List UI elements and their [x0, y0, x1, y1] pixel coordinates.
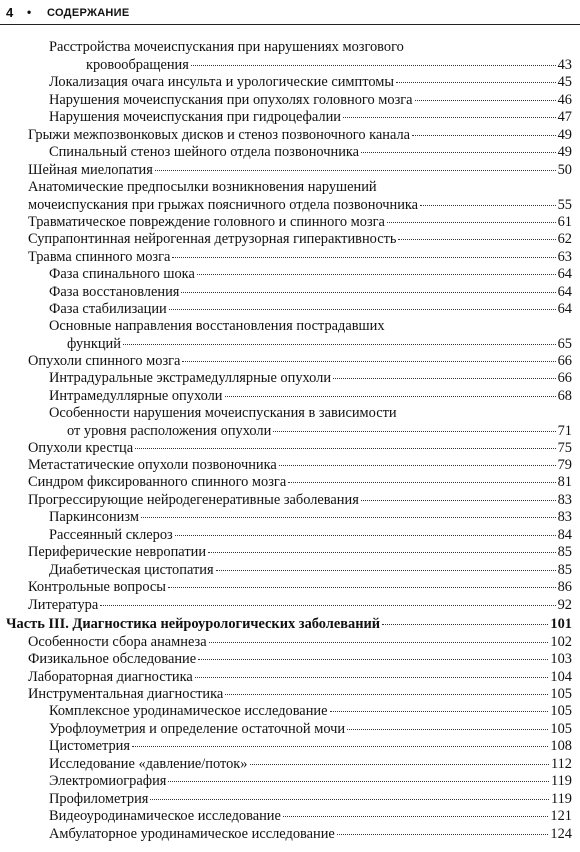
- dot-leader: [273, 430, 555, 432]
- toc-page: 105: [550, 703, 572, 719]
- toc-title: Фаза спинального шока: [49, 266, 195, 282]
- toc-entry[interactable]: [49, 737, 572, 755]
- toc-title: Интрамедуллярные опухоли: [49, 388, 223, 404]
- toc-page: 64: [557, 301, 572, 317]
- toc-title: Фаза восстановления: [49, 284, 180, 300]
- dot-leader: [155, 169, 556, 171]
- toc-page: 83: [557, 509, 572, 525]
- toc-title: Интрадуральные экстрамедуллярные опухоли: [49, 370, 332, 386]
- toc-page: 119: [550, 773, 572, 789]
- toc-title: Лабораторная диагностика: [28, 669, 193, 685]
- toc-entry[interactable]: [28, 578, 572, 596]
- toc-entry[interactable]: [49, 300, 572, 318]
- toc-page: 104: [550, 669, 572, 685]
- toc-entry[interactable]: [49, 283, 572, 301]
- toc-title: Диабетическая цистопатия: [49, 562, 214, 578]
- toc-page: 65: [557, 336, 572, 352]
- toc-entry[interactable]: [28, 439, 572, 457]
- toc-page: 75: [557, 440, 572, 456]
- toc-entry[interactable]: [49, 526, 572, 544]
- toc-title: Паркинсонизм: [49, 509, 139, 525]
- toc-page: 63: [557, 249, 572, 265]
- dot-leader: [132, 745, 548, 747]
- toc-title: Грыжи межпозвонковых дисков и стеноз позвоночного канала: [28, 127, 411, 143]
- toc-entry[interactable]: [28, 491, 572, 509]
- dot-leader: [100, 604, 555, 606]
- toc-page: 108: [550, 738, 572, 754]
- toc-title: Контрольные вопросы: [28, 579, 166, 595]
- toc-page: 47: [557, 109, 572, 125]
- toc-page: 71: [557, 423, 572, 439]
- dot-leader: [168, 780, 549, 782]
- toc-page: 50: [557, 162, 572, 178]
- toc-page: 105: [550, 721, 572, 737]
- toc-entry[interactable]: Расстройства мочеиспускания при нарушениях мозгового кровообращения 43: [49, 39, 572, 73]
- toc-title: Опухоли крестца: [28, 440, 134, 456]
- toc-page: 103: [550, 651, 572, 667]
- toc-title: Амбулаторное уродинамическое исследование: [49, 826, 335, 842]
- toc-entry[interactable]: [49, 387, 572, 405]
- dot-leader: [225, 693, 548, 695]
- toc-part-entry[interactable]: [6, 615, 572, 633]
- dot-leader: [209, 641, 549, 643]
- toc-title: Нарушения мочеиспускания при гидроцефалии: [49, 109, 341, 125]
- toc-entry[interactable]: Анатомические предпосылки возникновения нарушений мочеиспускания при грыжах поясничного отдела позвоночника 55: [28, 179, 572, 213]
- dot-leader: [150, 798, 549, 800]
- dot-leader: [225, 395, 556, 397]
- dot-leader: [208, 551, 556, 553]
- dot-leader: [347, 728, 548, 730]
- dot-leader: [361, 151, 556, 153]
- dot-leader: [195, 676, 549, 678]
- toc-page: 119: [550, 791, 572, 807]
- toc-title: Периферические невропатии: [28, 544, 207, 560]
- toc-title: Прогрессирующие нейродегенеративные заболевания: [28, 492, 359, 508]
- dot-leader: [141, 516, 556, 518]
- toc-entry[interactable]: [49, 720, 572, 738]
- dot-leader: [135, 447, 555, 449]
- dot-leader: [283, 815, 549, 817]
- dot-leader: [191, 64, 556, 66]
- toc-page: 86: [557, 579, 572, 595]
- toc-title: Цистометрия: [49, 738, 130, 754]
- dot-leader: [169, 308, 556, 310]
- toc-page: 64: [557, 266, 572, 282]
- toc-title: Шейная миелопатия: [28, 162, 153, 178]
- toc-page: 124: [550, 826, 572, 842]
- toc-page: 81: [557, 474, 572, 490]
- toc-title: от уровня расположения опухоли: [67, 423, 272, 439]
- toc-title: Фаза стабилизации: [49, 301, 167, 317]
- toc-entry[interactable]: [28, 685, 572, 703]
- page-number: 4: [6, 5, 14, 20]
- toc-entry[interactable]: [49, 369, 572, 387]
- toc-page: 49: [557, 144, 572, 160]
- toc-title: Особенности сбора анамнеза: [28, 634, 207, 650]
- toc-title: Рассеянный склероз: [49, 527, 173, 543]
- dot-leader: [396, 81, 556, 83]
- toc-page: 64: [557, 284, 572, 300]
- toc-page: 62: [557, 231, 572, 247]
- toc-page: 45: [557, 74, 572, 90]
- toc-title: Нарушения мочеиспускания при опухолях головного мозга: [49, 92, 413, 108]
- toc-entry[interactable]: [49, 755, 572, 773]
- toc-entry[interactable]: [49, 91, 572, 109]
- toc-page: 85: [557, 562, 572, 578]
- toc-page: 46: [557, 92, 572, 108]
- page-header: [0, 0, 580, 26]
- dot-leader: [382, 623, 548, 625]
- dot-leader: [412, 134, 556, 136]
- toc-entry[interactable]: [28, 352, 572, 370]
- toc-title: Супрапонтинная нейрогенная детрузорная гиперактивность: [28, 231, 397, 247]
- header-bullet: •: [27, 5, 32, 19]
- dot-leader: [279, 464, 556, 466]
- toc-title: Метастатические опухоли позвоночника: [28, 457, 277, 473]
- toc-page: 66: [557, 353, 572, 369]
- dot-leader: [330, 710, 549, 712]
- toc-page: 66: [557, 370, 572, 386]
- toc-title: Урофлоуметрия и определение остаточной мочи: [49, 721, 346, 737]
- dot-leader: [333, 377, 556, 379]
- toc-title: Исследование «давление/поток»: [49, 756, 248, 772]
- toc-entry[interactable]: [49, 73, 572, 91]
- toc-entry[interactable]: [28, 230, 572, 248]
- toc-entry[interactable]: [28, 650, 572, 668]
- dot-leader: [250, 763, 549, 765]
- toc-entry[interactable]: [28, 248, 572, 266]
- dot-leader: [172, 256, 555, 258]
- toc-entry[interactable]: [28, 161, 572, 179]
- toc-title: Спинальный стеноз шейного отдела позвоночника: [49, 144, 360, 160]
- toc-title: кровообращения: [86, 57, 189, 73]
- toc-entry[interactable]: [49, 265, 572, 283]
- toc-entry[interactable]: Основные направления восстановления пострадавших функций 65: [49, 318, 572, 352]
- toc-page: 112: [550, 756, 572, 772]
- toc-entry[interactable]: [28, 473, 572, 491]
- dot-leader: [343, 116, 556, 118]
- toc-entry[interactable]: Особенности нарушения мочеиспускания в зависимости от уровня расположения опухоли 71: [49, 405, 572, 439]
- toc-page: 68: [557, 388, 572, 404]
- dot-leader: [198, 658, 548, 660]
- header-rule: [0, 24, 580, 25]
- toc-entry[interactable]: [49, 508, 572, 526]
- toc-page: 102: [550, 634, 572, 650]
- toc-title: мочеиспускания при грыжах поясничного отдела позвоночника: [28, 197, 419, 213]
- toc-entry[interactable]: [49, 807, 572, 825]
- dot-leader: [398, 238, 555, 240]
- toc-title: Видеоуродинамическое исследование: [49, 808, 281, 824]
- dot-leader: [216, 569, 556, 571]
- dot-leader: [197, 273, 556, 275]
- section-title: СОДЕРЖАНИЕ: [47, 7, 130, 19]
- toc-page: 121: [550, 808, 572, 824]
- toc-title: Травматическое повреждение головного и спинного мозга: [28, 214, 385, 230]
- toc-entry[interactable]: [49, 790, 572, 808]
- toc-title: Инструментальная диагностика: [28, 686, 224, 702]
- dot-leader: [420, 204, 556, 206]
- toc-entry[interactable]: [28, 456, 572, 474]
- dot-leader: [288, 481, 555, 483]
- toc-entry[interactable]: [49, 702, 572, 720]
- toc-page: 79: [557, 457, 572, 473]
- dot-leader: [168, 586, 556, 588]
- toc-entry[interactable]: [28, 543, 572, 561]
- toc-page: 55: [557, 197, 572, 213]
- toc-title: Профилометрия: [49, 791, 149, 807]
- toc-entry[interactable]: [28, 596, 572, 614]
- dot-leader: [182, 360, 555, 362]
- toc-title: Часть III. Диагностика нейроурологических заболеваний: [6, 616, 381, 632]
- toc-entry[interactable]: [28, 126, 572, 144]
- toc-title: Опухоли спинного мозга: [28, 353, 181, 369]
- dot-leader: [123, 343, 556, 345]
- dot-leader: [181, 291, 555, 293]
- toc-page: 61: [557, 214, 572, 230]
- toc-page: 84: [557, 527, 572, 543]
- toc-entry[interactable]: [28, 668, 572, 686]
- toc-page: 101: [550, 616, 572, 632]
- toc-title: Электромиография: [49, 773, 167, 789]
- dot-leader: [387, 221, 556, 223]
- toc-page: 92: [557, 597, 572, 613]
- toc-page: 105: [550, 686, 572, 702]
- toc-entry[interactable]: [49, 561, 572, 579]
- toc-entry[interactable]: [28, 213, 572, 231]
- toc-page: 83: [557, 492, 572, 508]
- dot-leader: [415, 99, 556, 101]
- toc-title: Синдром фиксированного спинного мозга: [28, 474, 287, 490]
- toc-page: 49: [557, 127, 572, 143]
- toc-title: Локализация очага инсульта и урологические симптомы: [49, 74, 395, 90]
- toc-entry[interactable]: [28, 633, 572, 651]
- dot-leader: [361, 499, 556, 501]
- toc-title: Комплексное уродинамическое исследование: [49, 703, 328, 719]
- dot-leader: [337, 833, 549, 835]
- toc-page: 43: [557, 57, 572, 73]
- toc-title: Физикальное обследование: [28, 651, 197, 667]
- toc-entry[interactable]: [49, 143, 572, 161]
- toc-page: 85: [557, 544, 572, 560]
- dot-leader: [175, 534, 556, 536]
- toc-entry[interactable]: [49, 825, 572, 843]
- toc-entry[interactable]: [49, 772, 572, 790]
- toc-title: функций: [67, 336, 121, 352]
- toc-title: Травма спинного мозга: [28, 249, 171, 265]
- toc-title: Литература: [28, 597, 99, 613]
- toc-entry[interactable]: [49, 108, 572, 126]
